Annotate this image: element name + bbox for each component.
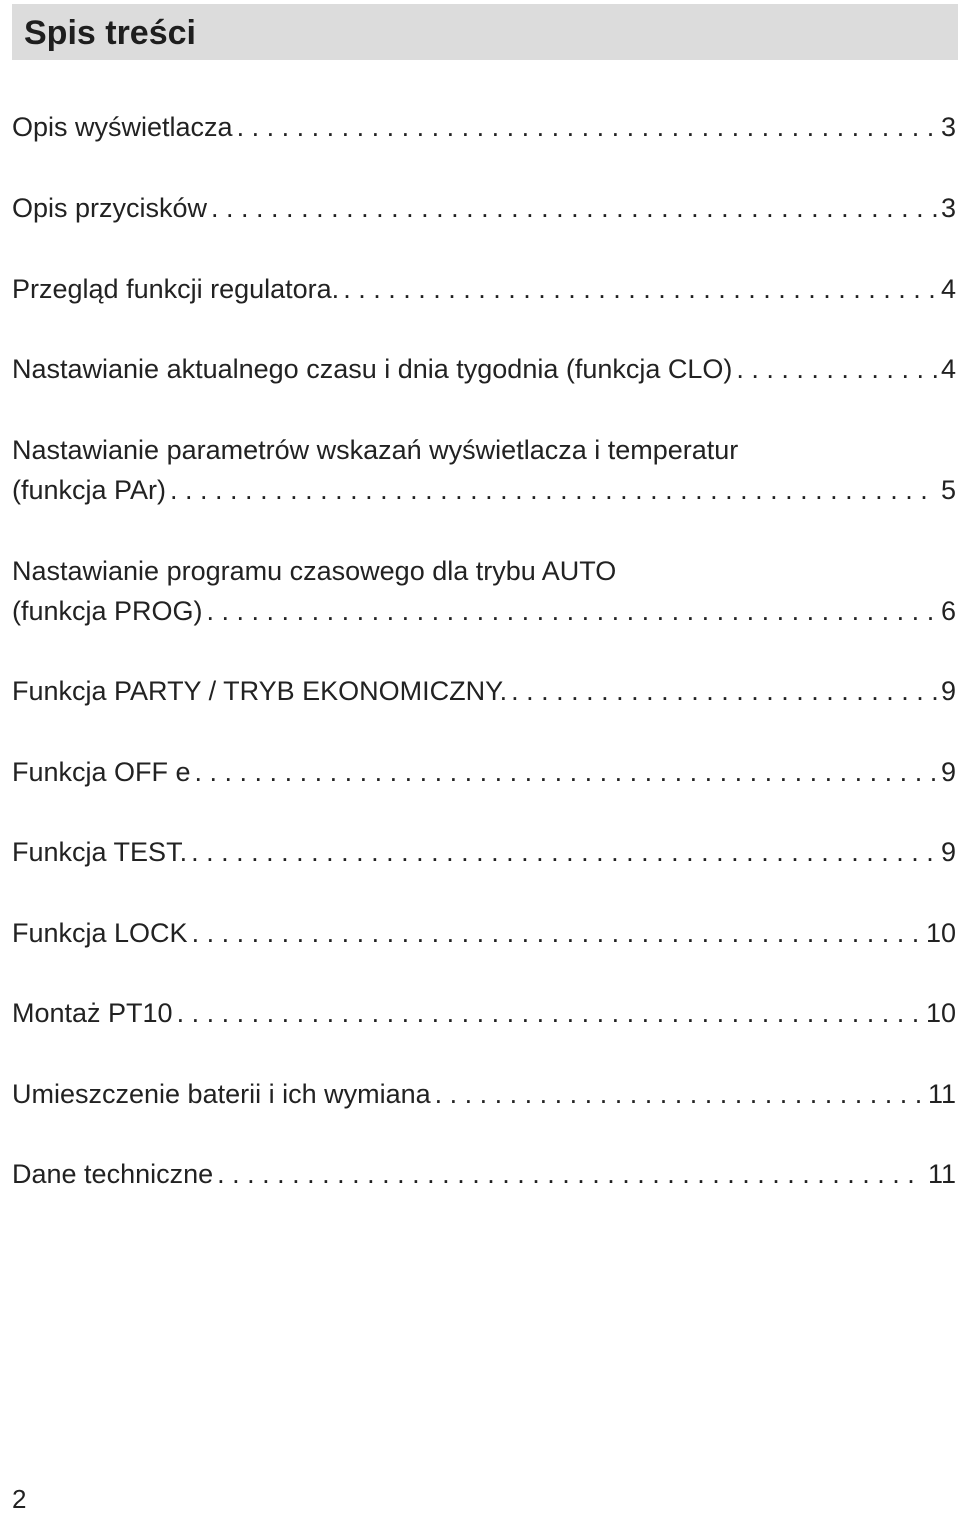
dot-leader xyxy=(191,835,937,869)
toc-entry-page: 3 xyxy=(940,193,956,223)
toc-entry[interactable] xyxy=(12,473,956,507)
toc-entry-line1[interactable] xyxy=(12,554,956,588)
toc-entry-title: Nastawianie parametrów wskazań wyświetlacza i temperatur xyxy=(12,435,739,465)
toc-entry[interactable] xyxy=(12,191,956,225)
dot-leader xyxy=(511,674,937,708)
toc-entry-page: 11 xyxy=(927,1079,956,1109)
page-title: Spis treści xyxy=(24,14,196,52)
toc-entry-title: Funkcja PARTY / TRYB EKONOMICZNY. xyxy=(12,676,508,706)
dot-leader xyxy=(211,191,937,225)
section-header xyxy=(12,4,958,60)
toc-entry[interactable] xyxy=(12,996,956,1030)
toc-entry-page: 6 xyxy=(940,596,956,626)
dot-leader xyxy=(170,473,937,507)
toc-entry-page: 10 xyxy=(925,998,956,1028)
toc-entry-line1[interactable] xyxy=(12,433,956,467)
dot-leader xyxy=(343,272,937,306)
page-number: 2 xyxy=(12,1484,27,1514)
toc-entry[interactable] xyxy=(12,594,956,628)
toc-entry-title: Montaż PT10 xyxy=(12,998,173,1028)
toc-entry[interactable] xyxy=(12,110,956,144)
toc-entry-page: 10 xyxy=(925,918,956,948)
toc-entry-page: 3 xyxy=(940,112,956,142)
toc-entry-title: Przegląd funkcji regulatora. xyxy=(12,274,340,304)
toc-entry[interactable] xyxy=(12,916,956,950)
toc-entry-title: Dane techniczne xyxy=(12,1159,214,1189)
toc-entry-page: 9 xyxy=(940,837,956,867)
toc-entry-page: 4 xyxy=(940,274,956,304)
dot-leader xyxy=(237,110,937,144)
toc-entry-page: 9 xyxy=(940,676,956,706)
dot-leader xyxy=(736,352,937,386)
toc-entry-page: 11 xyxy=(927,1159,956,1189)
toc-entry-page: 5 xyxy=(940,475,956,505)
toc-entry-title: Funkcja TEST. xyxy=(12,837,188,867)
toc-entry[interactable] xyxy=(12,1157,956,1191)
dot-leader xyxy=(177,996,922,1030)
dot-leader xyxy=(217,1157,924,1191)
dot-leader xyxy=(195,755,937,789)
toc-entry[interactable] xyxy=(12,835,956,869)
toc-entry-title: Nastawianie programu czasowego dla trybu AUTO xyxy=(12,556,617,586)
toc-entry[interactable] xyxy=(12,272,956,306)
toc-entry-title: Opis wyświetlacza xyxy=(12,112,233,142)
toc-entry[interactable] xyxy=(12,1077,956,1111)
toc-entry-title: Funkcja OFF e xyxy=(12,757,191,787)
toc-entry-title-cont: (funkcja PROG) xyxy=(12,596,203,626)
toc-entry-page: 9 xyxy=(940,757,956,787)
toc-entry-title: Nastawianie aktualnego czasu i dnia tygodnia (funkcja CLO) xyxy=(12,354,733,384)
dot-leader xyxy=(207,594,937,628)
toc-entry-page: 4 xyxy=(940,354,956,384)
dot-leader xyxy=(435,1077,924,1111)
toc-entry-title-cont: (funkcja PAr) xyxy=(12,475,167,505)
toc-entry[interactable] xyxy=(12,755,956,789)
dot-leader xyxy=(192,916,922,950)
toc-entry[interactable] xyxy=(12,674,956,708)
toc-entry[interactable] xyxy=(12,352,956,386)
toc-entry-title: Opis przycisków xyxy=(12,193,208,223)
toc-entry-title: Funkcja LOCK xyxy=(12,918,188,948)
toc-entry-title: Umieszczenie baterii i ich wymiana xyxy=(12,1079,431,1109)
